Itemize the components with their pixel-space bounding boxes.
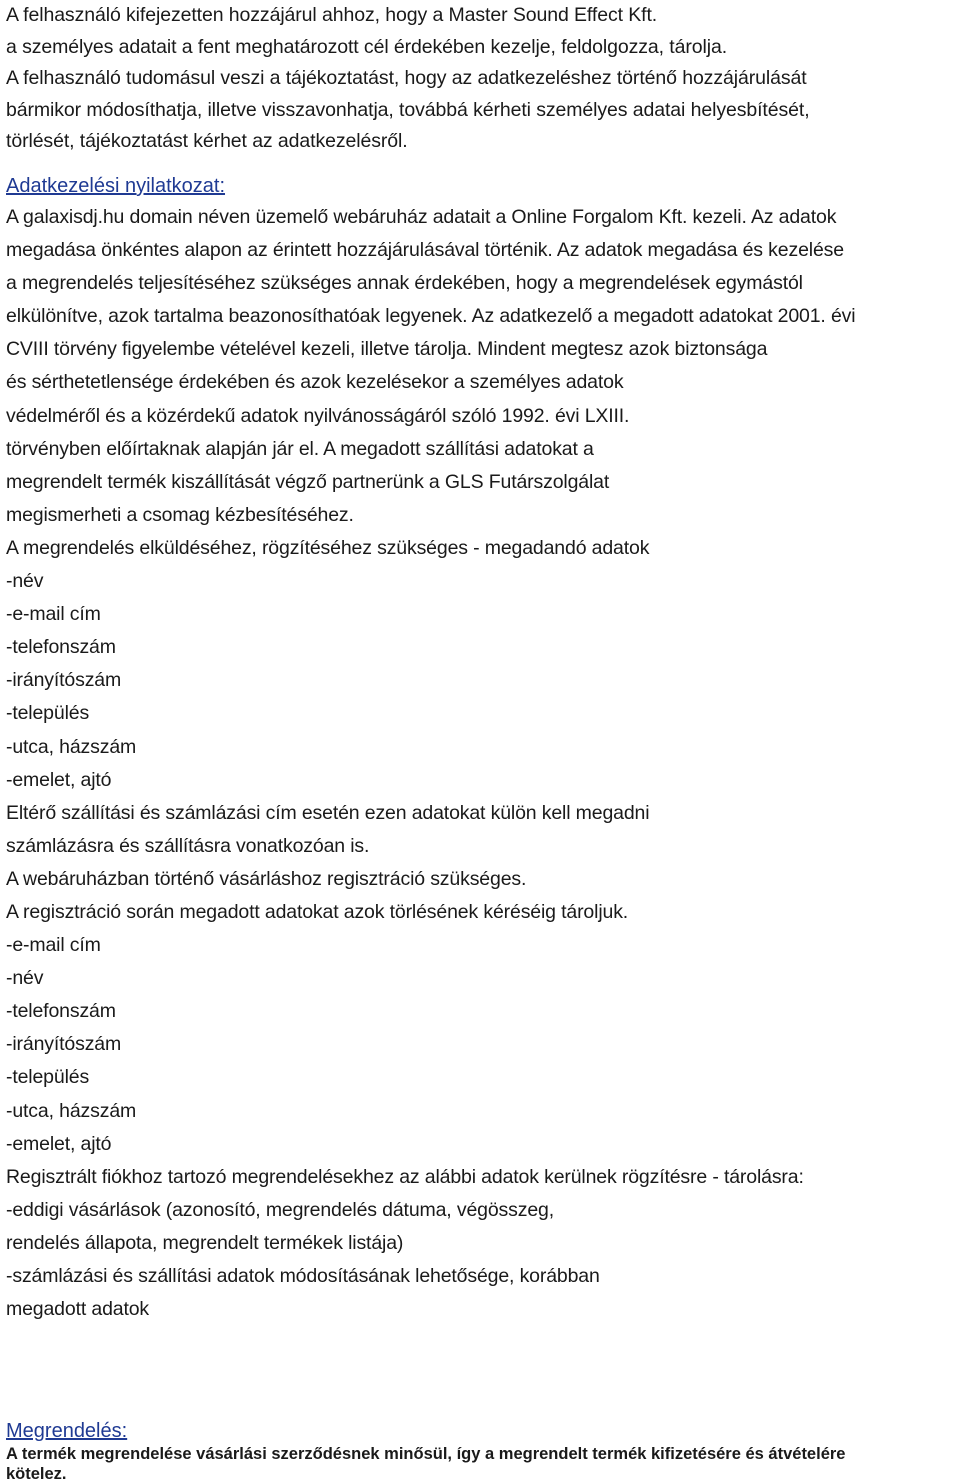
text-line: CVIII törvény figyelembe vételével kezeli, illetve tárolja. Mindent megtesz azok biztonsága [6,338,768,361]
text-line: megadott adatok [6,1298,150,1321]
text-line: a megrendelés teljesítéséhez szükséges annak érdekében, hogy a megrendelések egymástól [6,272,803,295]
list-item: -utca, házszám [6,1099,137,1122]
list-item: -irányítószám [6,1033,122,1056]
text-line: törlését, tájékoztatást kérhet az adatkezelésről. [6,130,408,152]
order-heading: Megrendelés: [6,1420,128,1442]
text-line: védelméről és a közérdekű adatok nyilvánosságáról szóló 1992. évi LXIII. [6,404,630,427]
list-item: -település [6,702,90,725]
list-item: -irányítószám [6,669,122,692]
list-item: -eddigi vásárlások (azonosító, megrendelés dátuma, végösszeg, [6,1198,554,1221]
text-line: bármikor módosíthatja, illetve visszavonhatja, továbbá kérheti személyes adatai helyesbítését, [6,98,810,121]
text-line: A felhasználó kifejezetten hozzájárul ahhoz, hogy a Master Sound Effect Kft. [6,4,658,26]
list-item: -e-mail cím [6,603,101,626]
text-line: Regisztrált fiókhoz tartozó megrendelésekhez az alábbi adatok kerülnek rögzítésre - tárolásra: [6,1165,804,1188]
text-line: A felhasználó tudomásul veszi a tájékoztatást, hogy az adatkezeléshez történő hozzájárulását [6,67,807,89]
list-item: -számlázási és szállítási adatok módosításának lehetősége, korábban [6,1265,600,1287]
list-item: -név [6,967,44,990]
list-item: -telefonszám [6,1000,116,1023]
list-item: -e-mail cím [6,934,101,957]
text-line: A termék megrendelése vásárlási szerződésnek minősül, így a megrendelt termék kifizetésére és átvételére [6,1445,846,1463]
order-paragraph [6,1444,956,1484]
text-line: Eltérő szállítási és számlázási cím esetén ezen adatokat külön kell megadni [6,801,650,824]
privacy-statement-body [6,201,958,1326]
text-line: kötelez. [6,1465,67,1483]
text-line: A regisztráció során megadott adatokat azok törlésének kéréséig tároljuk. [6,900,629,923]
text-line: törvényben előírtaknak alapján jár el. A megadott szállítási adatokat a [6,437,594,460]
text-line: megrendelt termék kiszállítását végző partnerünk a GLS Futárszolgálat [6,470,610,493]
text-line: számlázásra és szállításra vonatkozóan is. [6,834,370,857]
list-item: -település [6,1066,90,1089]
list-item: -telefonszám [6,636,116,659]
text-line: megadása önkéntes alapon az érintett hozzájárulásával történik. Az adatok megadása és kezelése [6,239,844,262]
text-line: A megrendelés elküldéséhez, rögzítéséhez szükséges - megadandó adatok [6,536,650,559]
list-item: -emelet, ajtó [6,1132,112,1155]
text-line: rendelés állapota, megrendelt termékek listája) [6,1231,404,1254]
privacy-statement-heading: Adatkezelési nyilatkozat: [6,175,226,197]
text-line: A galaxisdj.hu domain néven üzemelő webáruház adatait a Online Forgalom Kft. kezeli. Az adatok [6,206,837,228]
text-line: és sérthetetlensége érdekében és azok kezelésekor a személyes adatok [6,371,624,394]
text-line: a személyes adatait a fent meghatározott cél érdekében kezelje, feldolgozza, tárolja. [6,35,728,58]
list-item: -utca, házszám [6,735,137,758]
text-line: A webáruházban történő vásárláshoz regisztráció szükséges. [6,867,527,890]
consent-paragraph [6,0,956,158]
document-page [6,0,956,1483]
list-item: -név [6,570,44,593]
text-line: megismerheti a csomag kézbesítéséhez. [6,503,354,526]
text-line: elkülönítve, azok tartalma beazonosíthatóak legyenek. Az adatkezelő a megadott adatokat 2001. évi [6,305,856,328]
list-item: -emelet, ajtó [6,768,112,791]
